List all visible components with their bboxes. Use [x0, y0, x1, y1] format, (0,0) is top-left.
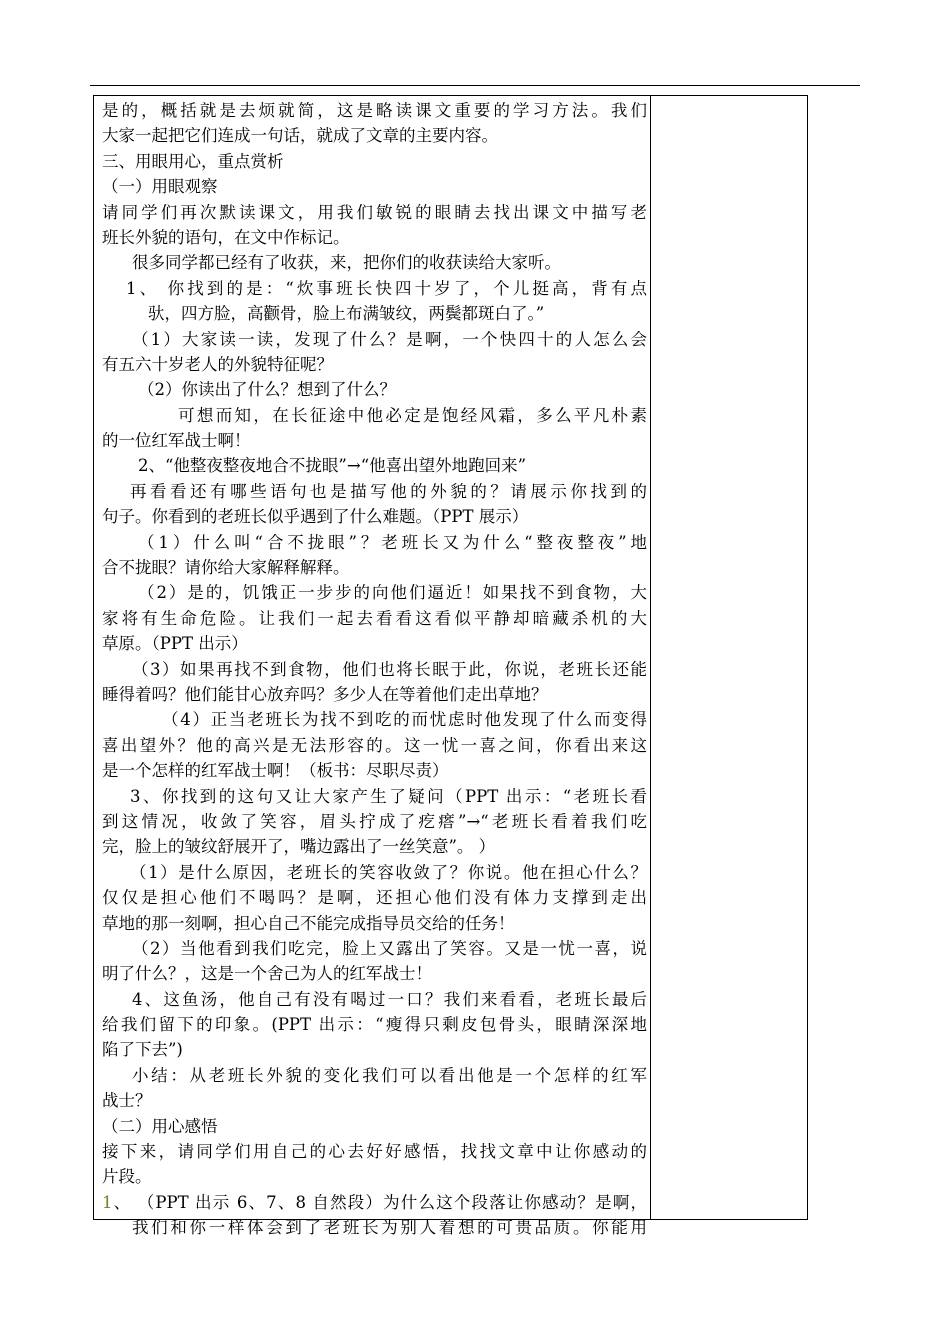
text-line: 三、用眼用心，重点赏析 — [102, 151, 284, 171]
text-line: 给我们留下的印象。(PPT 出示：“瘦得只剩皮包骨头，眼睛深深地 — [102, 1015, 647, 1035]
text-line: （二）用心感悟 — [102, 1116, 218, 1136]
text-line: （1）什么叫“合不拢眼”？老班长又为什么“整夜整夜”地 — [138, 532, 647, 552]
text-line: 小结：从老班长外貌的变化我们可以看出他是一个怎样的红军 — [132, 1065, 647, 1085]
text-line: （1）大家读一读，发现了什么？是啊，一个快四十的人怎么会 — [132, 329, 647, 349]
text-line: 大家一起把它们连成一句话，就成了文章的主要内容。 — [102, 126, 498, 146]
line-text: 、 （PPT 出示 6、7、8 自然段）为什么这个段落让你感动？是啊， — [112, 1192, 647, 1212]
lesson-text-cell — [102, 98, 647, 1241]
text-line: 的一位红军战士啊！ — [102, 431, 251, 451]
text-line: 班长外貌的语句，在文中作标记。 — [102, 227, 350, 247]
text-line: （1）是什么原因，老班长的笑容收敛了？你说。他在担心什么？ — [130, 862, 647, 882]
text-line: 1、 你找到的是：“炊事班长快四十岁了，个儿挺高，背有点 — [126, 278, 647, 298]
text-line: （2）是的，饥饿正一步步的向他们逼近！如果找不到食物，大 — [138, 583, 647, 603]
text-line: 4、这鱼汤，他自己有没有喝过一口？我们来看看，老班长最后 — [132, 989, 647, 1009]
text-line: 有五六十岁老人的外貌特征呢？ — [102, 354, 333, 374]
text-line: 明了什么？，这是一个舍己为人的红军战士！ — [102, 964, 432, 984]
text-line: 喜出望外？他的高兴是无法形容的。这一忧一喜之间，你看出来这 — [102, 735, 647, 755]
text-line — [102, 1190, 647, 1215]
text-line: 句子。你看到的老班长似乎遇到了什么难题。（PPT 展示） — [102, 507, 529, 527]
text-line: 是一个怎样的红军战士啊！（板书：尽职尽责） — [102, 761, 449, 781]
text-line: （2）你读出了什么？想到了什么？ — [138, 380, 396, 400]
column-divider — [650, 96, 651, 1219]
text-line: 草地的那一刻啊，担心自己不能完成指导员交给的任务！ — [102, 913, 515, 933]
text-line: 草原。（PPT 出示） — [102, 634, 248, 654]
text-line: 睡得着吗？他们能甘心放弃吗？多少人在等着他们走出草地？ — [102, 684, 548, 704]
text-line: 家将有生命危险。让我们一起去看看这看似平静却暗藏杀机的大 — [102, 608, 647, 628]
text-line: 片段。 — [102, 1167, 152, 1187]
text-line: （4）正当老班长为找不到吃的而忧虑时他发现了什么而变得 — [162, 710, 647, 730]
text-line: 驮，四方脸，高颧骨，脸上布满皱纹，两鬓都斑白了。” — [148, 304, 545, 324]
text-line: （2）当他看到我们吃完，脸上又露出了笑容。又是一忧一喜，说 — [132, 938, 647, 958]
list-number: 1 — [102, 1192, 113, 1212]
text-line: （一）用眼观察 — [102, 177, 218, 197]
text-line: 仅仅是担心他们不喝吗？是啊，还担心他们没有体力支撑到走出 — [102, 888, 647, 908]
text-line: 再看看还有哪些语句也是描写他的外貌的？请展示你找到的 — [130, 481, 647, 501]
text-line: 可想而知，在长征途中他必定是饱经风霜，多么平凡朴素 — [178, 405, 647, 425]
text-line: 到这情况，收敛了笑容，眉头拧成了疙瘩”→“老班长看着我们吃 — [102, 811, 647, 831]
text-line: 陷了下去”) — [102, 1040, 183, 1060]
lesson-table — [93, 95, 808, 1238]
text-line: 是的，概括就是去烦就简，这是略读课文重要的学习方法。我们 — [102, 101, 647, 120]
text-line: 3、你找到的这句又让大家产生了疑问（PPT 出示：“老班长看 — [130, 786, 647, 806]
text-line: 请同学们再次默读课文，用我们敏锐的眼睛去找出课文中描写老 — [102, 202, 647, 222]
text-line: 很多同学都已经有了收获，来，把你们的收获读给大家听。 — [132, 253, 561, 273]
text-line: 2、“他整夜整夜地合不拢眼”→“他喜出望外地跑回来” — [138, 456, 527, 476]
text-line: 战士？ — [102, 1091, 152, 1111]
text-line: 合不拢眼？请你给大家解释解释。 — [102, 558, 350, 578]
text-line: （3）如果再找不到食物，他们也将长眠于此，你说，老班长还能 — [132, 659, 647, 679]
header-rule — [90, 85, 860, 86]
text-line: 接下来，请同学们用自己的心去好好感悟，找找文章中让你感动的 — [102, 1142, 647, 1162]
text-line: 我们和你一样体会到了老班长为别人着想的可贵品质。你能用 — [132, 1218, 647, 1238]
text-line: 完，脸上的皱纹舒展开了，嘴边露出了一丝笑意”。 ） — [102, 837, 496, 857]
